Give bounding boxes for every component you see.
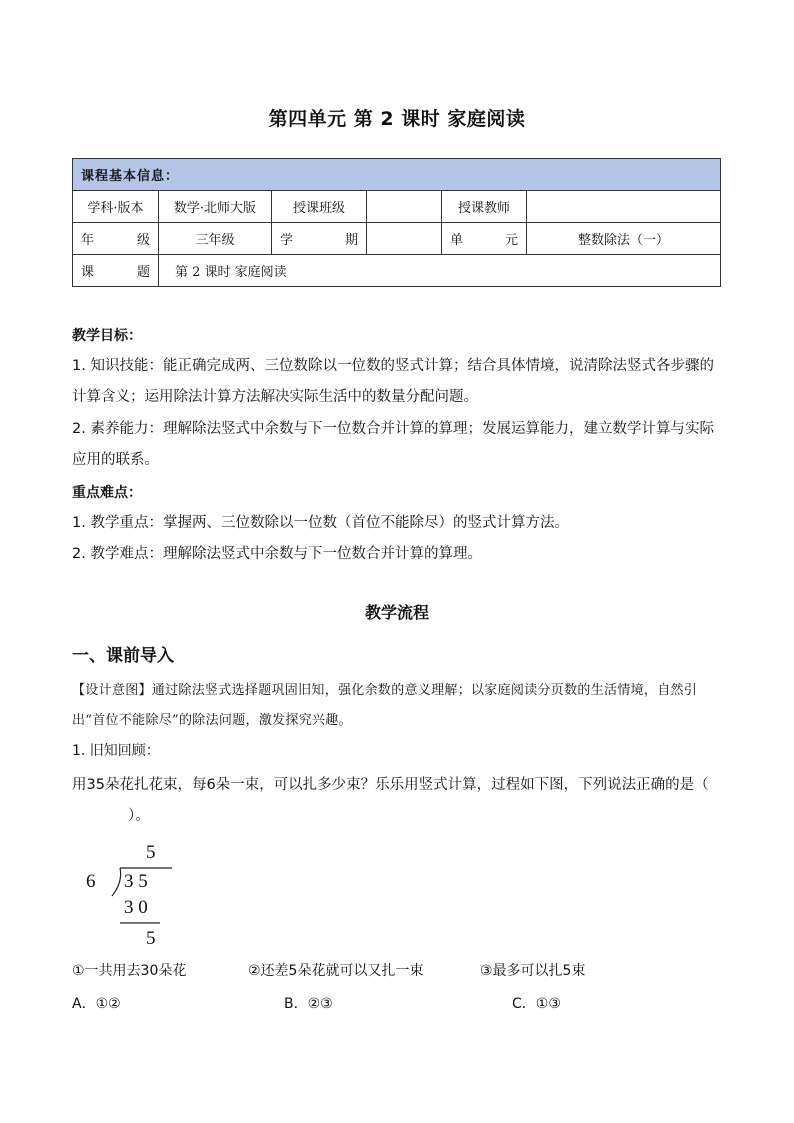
key-point-item-2: 2. 教学难点：理解除法竖式中余数与下一位数合并计算的算理。 [72, 546, 482, 562]
teacher-value [527, 191, 721, 223]
choice-b[interactable]: B．②③ [284, 996, 333, 1012]
question-part-2: ）。 [128, 808, 150, 824]
goals-heading: 教学目标： [72, 328, 142, 344]
goal-item-2: 2. 素养能力：理解除法竖式中余数与下一位数合并计算的算理；发展运算能力，建立数学计算与实际应用的联系。 [72, 421, 714, 468]
course-info-table [72, 158, 721, 287]
term-value [367, 223, 442, 255]
choice-a[interactable]: A．①② [72, 996, 121, 1012]
goal-item-1: 1. 知识技能：能正确完成两、三位数除以一位数的竖式计算；结合具体情境，说清除法竖式各步骤的计算含义；运用除法计算方法解决实际生活中的数量分配问题。 [72, 358, 714, 405]
statement-2: ②还差5朵花就可以又扎一束 [248, 963, 424, 979]
dividend: 3 5 [124, 871, 148, 892]
topic-value: 第 2 课时 家庭阅读 [159, 255, 721, 287]
product: 3 0 [124, 897, 148, 918]
quotient: 5 [146, 842, 156, 863]
remainder: 5 [146, 928, 156, 949]
course-info-header: 课程基本信息： [73, 159, 721, 191]
unit-label: 单元 [442, 223, 527, 255]
topic-label: 课题 [73, 255, 159, 287]
subject-label: 学科·版本 [73, 191, 159, 223]
statement-1: ①一共用去30朵花 [72, 963, 187, 979]
grade-value: 三年级 [159, 223, 272, 255]
question-part-1: 用35朵花扎花束，每6朵一束，可以扎多少束？乐乐用竖式计算，过程如下图，下列说法正确的是（ [72, 777, 709, 793]
term-label: 学期 [272, 223, 367, 255]
subject-value: 数学·北师大版 [159, 191, 272, 223]
statement-3: ③最多可以扎5束 [480, 963, 586, 979]
long-division [80, 838, 190, 958]
choice-c[interactable]: C．①③ [512, 996, 561, 1012]
flow-title: 教学流程 [364, 603, 429, 622]
teacher-label: 授课教师 [442, 191, 527, 223]
recall-label: 1. 旧知回顾： [72, 743, 160, 759]
design-intent: 【设计意图】通过除法竖式选择题巩固旧知，强化余数的意义理解；以家庭阅读分页数的生活情境，自然引出“首位不能除尽”的除法问题，激发探究兴趣。 [72, 683, 698, 728]
key-points-heading: 重点难点： [72, 485, 142, 501]
question-text [72, 770, 722, 832]
grade-label: 年级 [73, 223, 159, 255]
class-label: 授课班级 [272, 191, 367, 223]
class-value [367, 191, 442, 223]
divisor: 6 [86, 871, 96, 892]
unit-value: 整数除法（一） [527, 223, 721, 255]
division-bracket [80, 838, 190, 958]
key-point-item-1: 1. 教学重点：掌握两、三位数除以一位数（首位不能除尽）的竖式计算方法。 [72, 515, 569, 531]
page-title: 第四单元 第 2 课时 家庭阅读 [268, 108, 526, 130]
section-heading: 一、课前导入 [72, 646, 174, 666]
